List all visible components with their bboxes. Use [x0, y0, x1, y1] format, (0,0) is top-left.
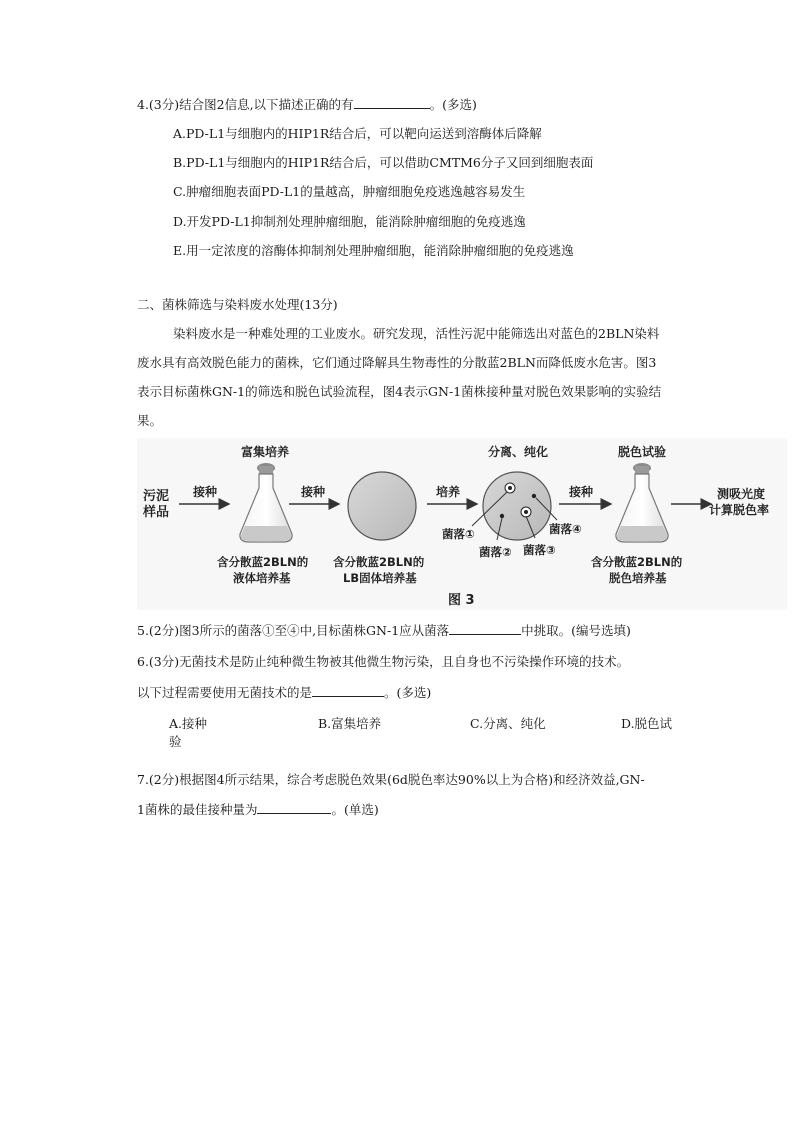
q4-option-c: C.肿瘤细胞表面PD-L1的量越高，肿瘤细胞免疫逃逸越容易发生: [173, 184, 526, 199]
q4-option-d: D.开发PD-L1抑制剂处理肿瘤细胞，能消除肿瘤细胞的免疫逃逸: [173, 214, 526, 229]
section-paragraph-line-3: 表示目标菌株GN-1的筛选和脱色试验流程，图4表示GN-1菌株接种量对脱色效果影响的实验结: [137, 384, 662, 399]
step-enrichment-medium-2: 液体培养基: [233, 571, 291, 585]
colony-3-label: 菌落③: [523, 543, 556, 557]
q4-prefix: 4.(3分)结合图2信息,以下描述正确的有: [137, 97, 354, 112]
q4-answer-blank[interactable]: [354, 96, 430, 109]
q5-prefix: 5.(2分)图3所示的菌落①至④中,目标菌株GN-1应从菌落: [137, 623, 450, 638]
arrow-2-label: 接种: [301, 485, 326, 499]
q6-option-a: A.接种: [169, 716, 208, 731]
section-paragraph-line-1: 染料废水是一种难处理的工业废水。研究发现，活性污泥中能筛选出对蓝色的2BLN染料: [173, 326, 660, 341]
step-lb-medium-1: 含分散蓝2BLN的: [333, 555, 425, 569]
q6-stem-line-1: 6.(3分)无菌技术是防止纯种微生物被其他微生物污染，且自身也不污染操作环境的技术。: [137, 654, 630, 669]
colony-1-label: 菌落①: [442, 527, 475, 541]
q5-answer-blank[interactable]: [449, 622, 521, 635]
colony-4-label: 菌落④: [549, 522, 582, 536]
arrow-3-label: 培养: [436, 485, 461, 499]
sample-label-2: 样品: [143, 505, 170, 520]
step-isolation-label: 分离、纯化: [488, 445, 549, 459]
step-decolorization-medium-1: 含分散蓝2BLN的: [591, 555, 683, 569]
section-paragraph-line-2: 废水具有高效脱色能力的菌株，它们通过降解具生物毒性的分散蓝2BLN而降低废水危害。图3: [137, 355, 657, 370]
step-lb-medium-2: LB固体培养基: [343, 571, 417, 585]
q4-suffix: 。(多选): [429, 97, 477, 112]
q6-stem-line-2: [137, 684, 431, 701]
arrow-1-label: 接种: [193, 485, 218, 499]
q7-stem-line-2: [137, 801, 379, 818]
q4-stem: [137, 96, 477, 113]
q7-prefix: 1菌株的最佳接种量为: [137, 802, 258, 817]
section-paragraph-line-4: 果。: [137, 413, 163, 428]
q6-option-c: C.分离、纯化: [470, 716, 546, 731]
figure-3: [137, 438, 787, 610]
step-enrichment-label: 富集培养: [241, 445, 290, 459]
sample-label-1: 污泥: [143, 489, 170, 504]
q4-option-e: E.用一定浓度的溶酶体抑制剂处理肿瘤细胞，能消除肿瘤细胞的免疫逃逸: [173, 243, 574, 258]
q5-stem: [137, 622, 631, 639]
figure-caption: 图 3: [448, 593, 475, 608]
step-decolorization-medium-2: 脱色培养基: [609, 571, 667, 585]
step-decolorization-label: 脱色试验: [618, 445, 667, 459]
arrow-4-label: 接种: [569, 485, 594, 499]
q7-stem-line-1: 7.(2分)根据图4所示结果，综合考虑脱色效果(6d脱色率达90%以上为合格)和经济效益,GN-: [137, 772, 645, 787]
q7-suffix: 。(单选): [331, 802, 379, 817]
q4-option-b: B.PD-L1与细胞内的HIP1R结合后，可以借助CMTM6分子又回到细胞表面: [173, 155, 594, 170]
q6-suffix: 。(多选): [384, 685, 432, 700]
lb-plate-icon: [348, 472, 416, 540]
q4-option-a: A.PD-L1与细胞内的HIP1R结合后，可以靶向运送到溶酶体后降解: [173, 126, 542, 141]
end-label-2: 计算脱色率: [709, 503, 770, 517]
q6-option-b: B.富集培养: [318, 716, 382, 731]
q6-option-d-wrap: 验: [169, 734, 182, 749]
q6-prefix: 以下过程需要使用无菌技术的是: [137, 685, 313, 700]
q6-option-d: D.脱色试: [621, 716, 673, 731]
q5-suffix: 中挑取。(编号选填): [521, 623, 631, 638]
step-enrichment-medium-1: 含分散蓝2BLN的: [217, 555, 309, 569]
end-label-1: 测吸光度: [717, 487, 766, 501]
colony-2-label: 菌落②: [479, 545, 512, 559]
q6-answer-blank[interactable]: [312, 684, 384, 697]
section-heading: 二、菌株筛选与染料废水处理(13分): [137, 297, 338, 312]
q7-answer-blank[interactable]: [257, 801, 331, 814]
